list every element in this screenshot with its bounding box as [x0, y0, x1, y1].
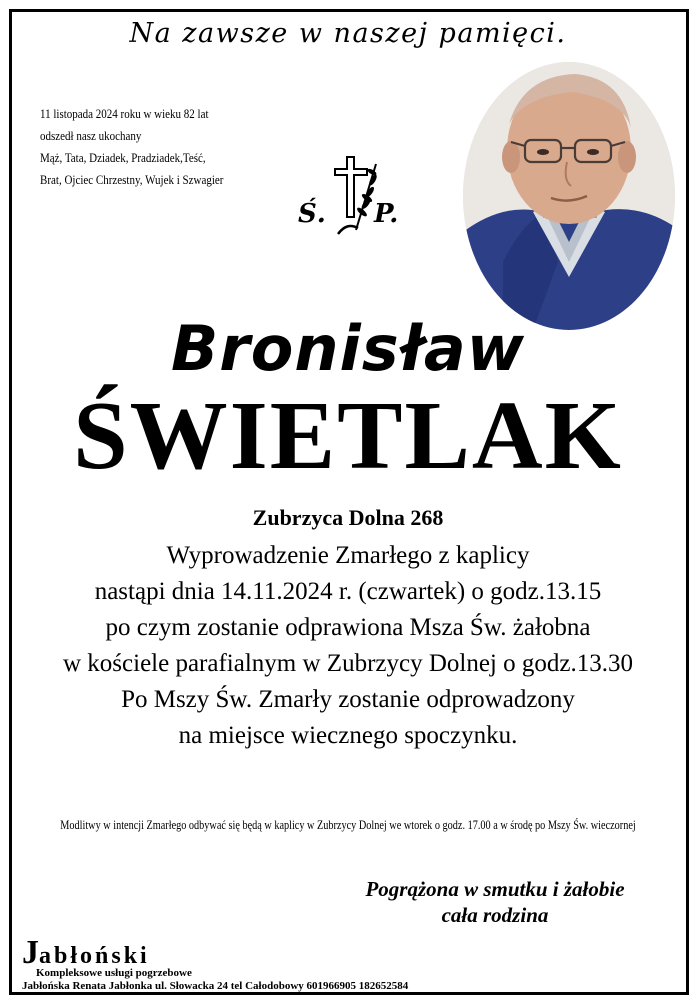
announcement-line: nastąpi dnia 14.11.2024 r. (czwartek) o godz.13.15 [94, 578, 602, 605]
funeral-home-logo [22, 934, 522, 971]
funeral-announcement [0, 538, 696, 754]
cross-olive-branch-icon [296, 150, 406, 240]
logo-initial: J [22, 934, 39, 971]
deceased-first-name: Bronisław [170, 312, 526, 385]
family-line-1: Pogrążona w smutku i żałobie [365, 877, 625, 901]
deceased-address: Zubrzyca Dolna 268 [252, 505, 444, 530]
funeral-home-contact: Jabłońska Renata Jabłonka ul. Słowacka 24 tel Całodobowy 601966905 182652584 [22, 980, 409, 992]
sp-symbol-svg [296, 150, 406, 240]
announcement-line: Po Mszy Św. Zmarły zostanie odprowadzony [121, 686, 575, 713]
intro-line: Mąż, Tata, Dziadek, Pradziadek,Teść, [40, 151, 206, 165]
family-line-2: cała rodzina [441, 903, 549, 927]
portrait-illustration [463, 62, 675, 330]
memorial-header: Na zawsze w naszej pamięci. [129, 18, 567, 49]
announcement-line: na miejsce wiecznego spoczynku. [178, 722, 518, 749]
logo-rest: abłoński [39, 943, 150, 969]
announcement-line: Wyprowadzenie Zmarłego z kaplicy [166, 542, 530, 569]
sp-left-letter: Ś. [298, 199, 326, 229]
intro-text [40, 103, 242, 191]
deceased-last-name: ŚWIETLAK [73, 382, 623, 490]
sp-right-letter: P. [374, 199, 399, 229]
funeral-home-footer [22, 934, 522, 993]
announcement-line: w kościele parafialnym w Zubrzycy Dolnej o godz.13.30 [63, 650, 633, 677]
intro-line: 11 listopada 2024 roku w wieku 82 lat [40, 107, 209, 121]
intro-line: odszedł nasz ukochany [40, 129, 142, 143]
prayer-note: Modlitwy w intencji Zmarłego odbywać się będą w kaplicy w Zubrzycy Dolnej we wtorek o godz. 17.00 a w środę po Mszy Św. wieczornej [60, 818, 636, 832]
funeral-home-services: Kompleksowe usługi pogrzebowe [36, 967, 192, 979]
announcement-line: po czym zostanie odprawiona Msza Św. żałobna [105, 614, 591, 641]
portrait-photo [463, 62, 675, 330]
family-signature [330, 876, 660, 928]
intro-line: Brat, Ojciec Chrzestny, Wujek i Szwagier [40, 173, 224, 187]
